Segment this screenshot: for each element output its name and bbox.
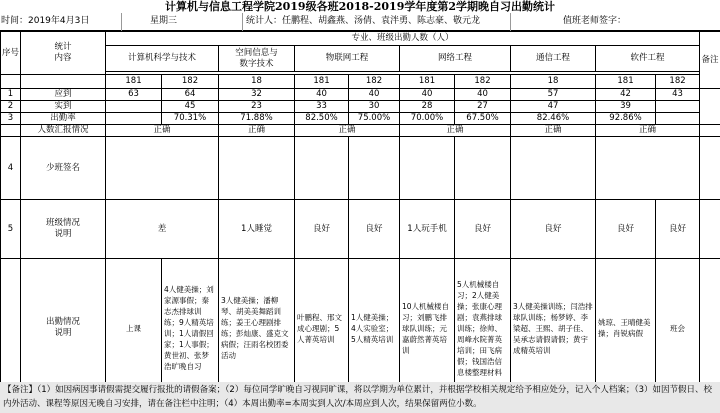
- absence-cell: 姚琼、王晴健美操；肖锐病假: [596, 259, 656, 398]
- stat-content-header: 统计 内容: [21, 32, 106, 75]
- value-cell: 70.31%: [162, 113, 219, 125]
- row-number: 4: [1, 137, 21, 200]
- sign-cell: [219, 137, 295, 200]
- value-cell: 40: [349, 89, 400, 101]
- value-cell: 28: [400, 101, 455, 113]
- value-cell: 47: [511, 101, 596, 113]
- remarks-header: 备注: [700, 32, 720, 89]
- absence-cell: 10人机械楼自习；刘鹏飞排球队训练；元嘉蔚然菁英培训: [400, 259, 455, 398]
- value-cell: 82.46%: [511, 113, 596, 125]
- sign-cell: [400, 137, 455, 200]
- report-cell: 正确: [295, 125, 400, 137]
- major-header: 计算机科学与技术: [106, 46, 219, 72]
- row-label: 少班签名: [21, 137, 106, 200]
- row-number: 2: [1, 101, 21, 113]
- remarks-cell: [700, 89, 720, 125]
- report-cell: 正确: [511, 125, 596, 137]
- sign-cell: [455, 137, 511, 200]
- row-label: 人数汇报情况: [21, 125, 106, 137]
- situation-cell: 1人睡觉: [219, 200, 295, 259]
- report-cell: 正确: [400, 125, 511, 137]
- absence-cell: 叶鹏程、邢文成心理剧；5人菁英培训: [295, 259, 349, 398]
- divider: [510, 13, 511, 31]
- table-row-absence: [1, 259, 720, 398]
- remarks-cell: [700, 125, 720, 137]
- date-text: 时间：2019年4月3日: [1, 16, 90, 26]
- report-cell: 正确: [106, 125, 219, 137]
- value-cell: 92.86%: [596, 113, 656, 125]
- sign-cell: [349, 137, 400, 200]
- situation-cell: 良好: [349, 200, 400, 259]
- value-cell: 32: [219, 89, 295, 101]
- row-label: 应到: [21, 89, 106, 101]
- value-cell: 33: [295, 101, 349, 113]
- attendance-table: [0, 31, 720, 398]
- value-cell: 63: [106, 89, 162, 101]
- situation-cell: 良好: [596, 200, 656, 259]
- value-cell: 71.88%: [219, 113, 295, 125]
- major-header: 物联网工程: [295, 46, 400, 72]
- table-row-actual: [1, 101, 720, 113]
- class-header: 181: [400, 75, 455, 89]
- class-header: 181: [596, 75, 656, 89]
- remarks-cell: [700, 200, 720, 259]
- value-cell: 42: [596, 89, 656, 101]
- report-cell: 正确: [219, 125, 295, 137]
- situation-cell: 1人玩手机: [400, 200, 455, 259]
- major-header: 网络工程: [400, 46, 511, 72]
- value-cell: 40: [455, 89, 511, 101]
- sign-cell: [511, 137, 596, 200]
- row-number: [1, 125, 21, 137]
- value-cell: 67.50%: [455, 113, 511, 125]
- absence-cell: 4人健美操；刘家源事假；秦志杰排球训练；9人精英培训；1人请假回家；1人事假；黄世初、张梦浩旷晚自习: [162, 259, 219, 398]
- class-header: 18: [219, 75, 295, 89]
- value-cell: 45: [162, 101, 219, 113]
- row-number: 3: [1, 113, 21, 125]
- major-header: 通信工程: [511, 46, 596, 72]
- remarks-cell: [700, 137, 720, 200]
- row-label: 班级情况 说明: [21, 200, 106, 259]
- row-label: 实到: [21, 101, 106, 113]
- value-cell: 23: [219, 101, 295, 113]
- value-cell: 40: [295, 89, 349, 101]
- value-cell: [656, 113, 700, 125]
- absence-cell: 1人健美操；4人实验室；5人精英培训: [349, 259, 400, 398]
- class-header: 18: [511, 75, 596, 89]
- absence-cell: 上课: [106, 259, 162, 398]
- value-cell: 75.00%: [349, 113, 400, 125]
- table-row-report: [1, 125, 720, 137]
- value-cell: 39: [596, 101, 656, 113]
- table-row-sign: [1, 137, 720, 200]
- major-header: 空间信息与 数字技术: [219, 46, 295, 72]
- footer-note: 【备注】（1）如因病因事请假需提交履行报批的请假备案；（2）每位同学旷晚自习视同旷课，将以学期为单位累计，并根据学校相关规定给予相应处分，记入个人档案；（3）如因节假日、校内外活动、课程等原因无晚自习安排，请在备注栏中注明；（4）本周出勤率=本周实到人次/本周应到人次，结果保留两位小数。: [0, 382, 720, 413]
- situation-cell: 差: [106, 200, 219, 259]
- table-row-rate: [1, 113, 720, 125]
- situation-cell: 良好: [455, 200, 511, 259]
- class-header: 182: [162, 75, 219, 89]
- row-number: 5: [1, 200, 21, 259]
- situation-cell: 良好: [295, 200, 349, 259]
- situation-cell: 良好: [511, 200, 596, 259]
- value-cell: 70.00%: [400, 113, 455, 125]
- report-cell: 正确: [596, 125, 700, 137]
- class-header: 182: [349, 75, 400, 89]
- situation-cell: 良好: [656, 200, 700, 259]
- value-cell: 27: [455, 101, 511, 113]
- value-cell: 30: [349, 101, 400, 113]
- page-title: 计算机与信息工程学院2019级各班2018-2019学年度第2学期晚自习出勤统计: [164, 0, 556, 13]
- value-cell: 57: [511, 89, 596, 101]
- absence-cell: 3人健美操训练；闫浩排球队训练；杨梦婷、李梁超、王熙、胡子佳、吴承志请假请假；黄宇成精英培训: [511, 259, 596, 398]
- divider: [242, 13, 243, 31]
- value-cell: [656, 101, 700, 113]
- class-header: 182: [656, 75, 700, 89]
- absence-cell: 3人健美操；潘柳琴、胡美美舞蹈训练；姜王心理剧排练；彭灿康、盛克文病假；汪雨名校团委活动: [219, 259, 295, 398]
- value-cell: 64: [162, 89, 219, 101]
- sign-cell: [106, 137, 219, 200]
- stats-by-text: 统计人：任鹏程、胡鑫燕、汤倩、袁泮勇、陈志豪、敬元龙: [246, 16, 481, 26]
- absence-cell: 5人机械楼自习；2人健美操；张康心理剧；袁燕排球训练；徐帅、周峰水院菁英培训；田飞病假；钱国浩信息楼整理材料: [455, 259, 511, 398]
- table-row-situation: [1, 200, 720, 259]
- class-header: 182: [455, 75, 511, 89]
- value-cell: 82.50%: [295, 113, 349, 125]
- row-number: [1, 259, 21, 398]
- group-title-header: 专业、班级出勤人数（人）: [106, 32, 700, 46]
- seq-blank: [1, 75, 21, 89]
- major-header: 软件工程: [596, 46, 700, 72]
- seq-header: 序号: [1, 32, 21, 75]
- sign-cell: [295, 137, 349, 200]
- divider: [121, 13, 122, 31]
- row-label: 出勤情况 说明: [21, 259, 106, 398]
- weekday-text: 星期三: [150, 16, 178, 26]
- remarks-cell: [700, 259, 720, 398]
- class-header: 181: [106, 75, 162, 89]
- class-header: 181: [295, 75, 349, 89]
- value-cell: 43: [656, 89, 700, 101]
- info-bar: [0, 13, 720, 31]
- row-label: 出勤率: [21, 113, 106, 125]
- row-number: 1: [1, 89, 21, 101]
- table-row-expected: [1, 89, 720, 101]
- absence-cell: 班会: [656, 259, 700, 398]
- value-cell: [106, 113, 162, 125]
- sign-cell: [596, 137, 700, 200]
- content-blank: [21, 75, 106, 89]
- teacher-sign-label: 值班老师签字：: [563, 16, 627, 26]
- value-cell: [106, 101, 162, 113]
- value-cell: 40: [400, 89, 455, 101]
